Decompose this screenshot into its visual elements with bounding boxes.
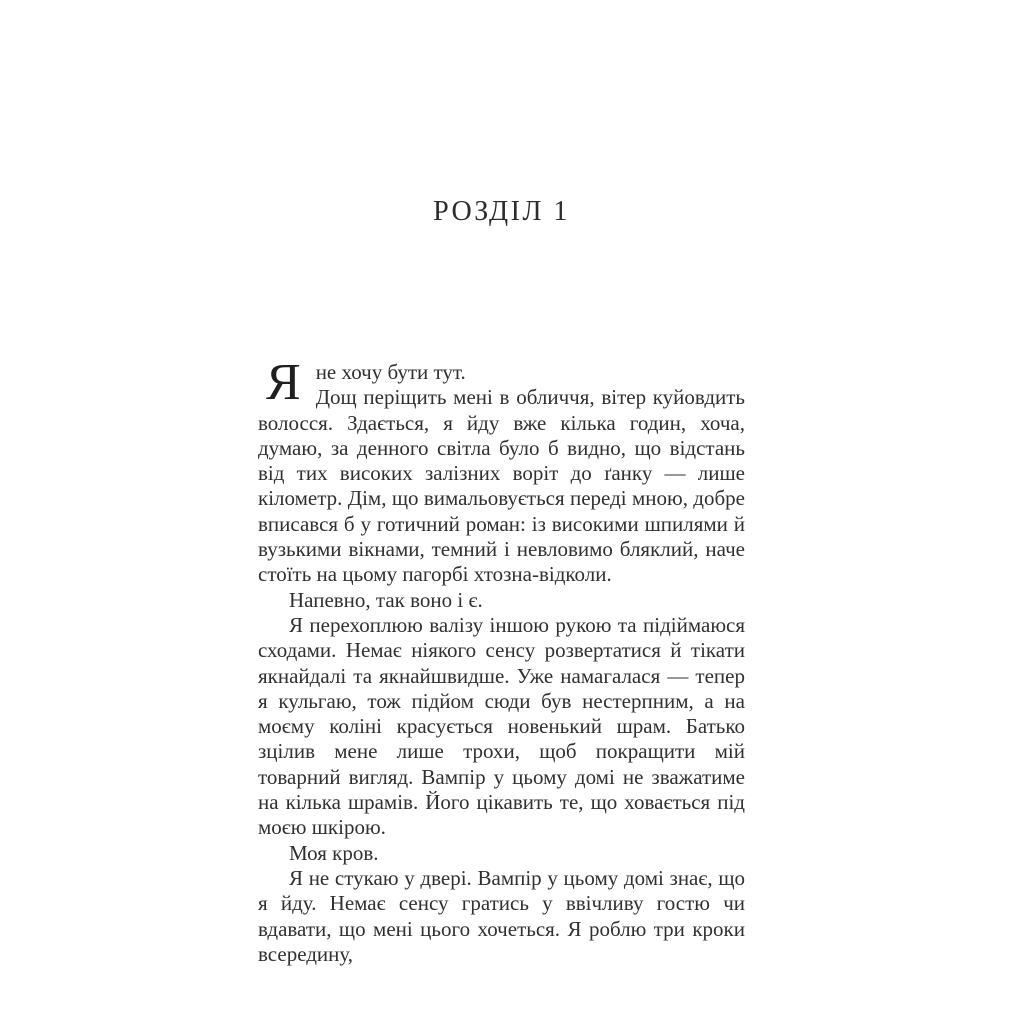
opening-paragraph <box>258 354 745 411</box>
text-column <box>258 0 745 967</box>
drop-cap-letter: Я <box>266 354 301 411</box>
chapter-heading: РОЗДІЛ 1 <box>433 196 570 227</box>
paragraph: Напевно, так воно і є. <box>289 587 483 612</box>
body-text <box>258 354 745 967</box>
paragraph: Моя кров. <box>289 840 379 865</box>
opening-sentence: не хочу бути тут. <box>315 360 466 384</box>
paragraph: Дощ періщить мені в обличчя, вітер куйовдить волосся. Здається, я йду вже кілька годин, хоча, думаю, за денного світла було б видно, що відстань від тих високих залізних воріт до ґанку — лише кілометр. Дім, що вимальовується переді мною, добре вписався б у готичний роман: із високими шпилями й вузькими вікнами, темний і невловимо бляклий, наче стоїть на цьому пагорбі хтозна-відколи. <box>258 385 745 587</box>
paragraph: Я не стукаю у двері. Вампір у цьому домі знає, що я йду. Немає сенсу гратись у ввічливу гостю чи вдавати, що мені цього хочеться. Я роблю три кроки всередину, <box>258 865 745 966</box>
paragraph: Я перехоплюю валізу іншою рукою та підіймаюся сходами. Немає ніякого сенсу розвертатися й тікати якнайдалі та якнайшвидше. Уже намагалася — тепер я кульгаю, тож підйом сюди був нестерпним, а на моєму коліні красується новенький шрам. Батько зцілив мене лише трохи, щоб покращити мій товарний вигляд. Вампір у цьому домі не зважатиме на кілька шрамів. Його цікавить те, що ховається під моєю шкірою. <box>258 612 745 840</box>
